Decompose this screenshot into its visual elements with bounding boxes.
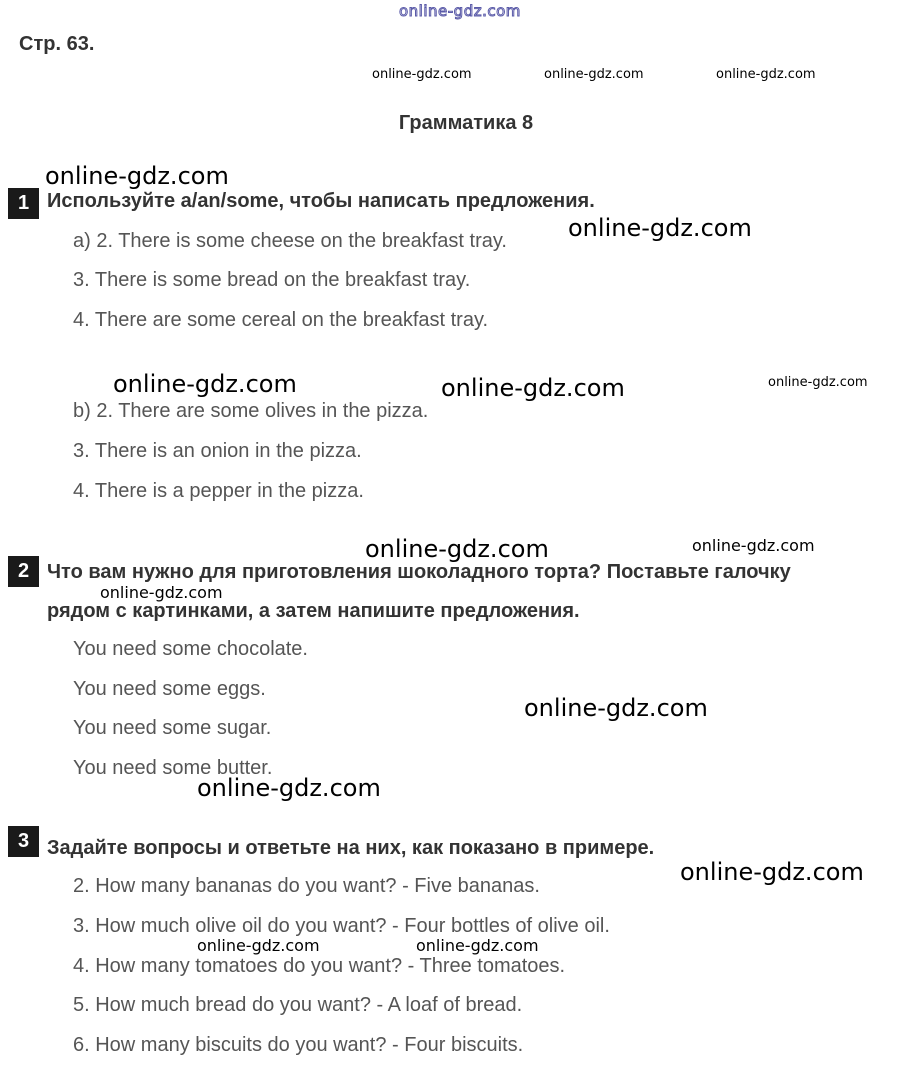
watermark: online-gdz.com (100, 583, 223, 602)
watermark: online-gdz.com (197, 774, 381, 802)
answer-line: 3. How much olive oil do you want? - Four bottles of olive oil. (73, 915, 610, 937)
watermark: online-gdz.com (416, 936, 539, 955)
watermark: online-gdz.com (768, 375, 868, 390)
watermark: online-gdz.com (197, 936, 320, 955)
task-number-badge: 3 (8, 826, 39, 857)
answer-line: 4. How many tomatoes do you want? - Three tomatoes. (73, 955, 566, 977)
watermark-top: online-gdz.com (399, 2, 521, 20)
answer-line: You need some chocolate. (73, 638, 308, 660)
answer-line: 2. How many bananas do you want? - Five bananas. (73, 875, 540, 897)
watermark: online-gdz.com (524, 694, 708, 722)
answer-line: You need some eggs. (73, 678, 266, 700)
answer-line: 3. There is an onion in the pizza. (73, 440, 362, 462)
task-number-badge: 1 (8, 188, 39, 219)
task-instruction: Задайте вопросы и ответьте на них, как показано в примере. (47, 837, 655, 859)
watermark: online-gdz.com (716, 67, 816, 82)
answer-line: 4. There are some cereal on the breakfast tray. (73, 309, 489, 331)
answer-line: a) 2. There is some cheese on the breakfast tray. (73, 230, 507, 252)
answer-line: 5. How much bread do you want? - A loaf of bread. (73, 994, 523, 1016)
answer-line: 6. How many biscuits do you want? - Four biscuits. (73, 1034, 524, 1056)
page-title: Грамматика 8 (398, 112, 534, 134)
answer-line: You need some butter. (73, 757, 273, 779)
watermark: online-gdz.com (568, 214, 752, 242)
answer-line: 3. There is some bread on the breakfast tray. (73, 269, 471, 291)
watermark: online-gdz.com (680, 858, 864, 886)
page-number: Стр. 63. (19, 33, 95, 55)
watermark: online-gdz.com (692, 536, 815, 555)
watermark: online-gdz.com (113, 370, 297, 398)
task-instruction: Используйте a/an/some, чтобы написать предложения. (47, 190, 595, 212)
answer-line: b) 2. There are some olives in the pizza. (73, 400, 429, 422)
watermark: online-gdz.com (544, 67, 644, 82)
watermark: online-gdz.com (372, 67, 472, 82)
answer-line: You need some sugar. (73, 717, 272, 739)
watermark: online-gdz.com (441, 374, 625, 402)
watermark: online-gdz.com (365, 535, 549, 563)
task-instruction: рядом с картинками, а затем напишите предложения. (47, 600, 580, 622)
answer-line: 4. There is a pepper in the pizza. (73, 480, 364, 502)
task-number-badge: 2 (8, 556, 39, 587)
task-instruction: Что вам нужно для приготовления шоколадного торта? Поставьте галочку (47, 561, 791, 583)
watermark: online-gdz.com (45, 162, 229, 190)
